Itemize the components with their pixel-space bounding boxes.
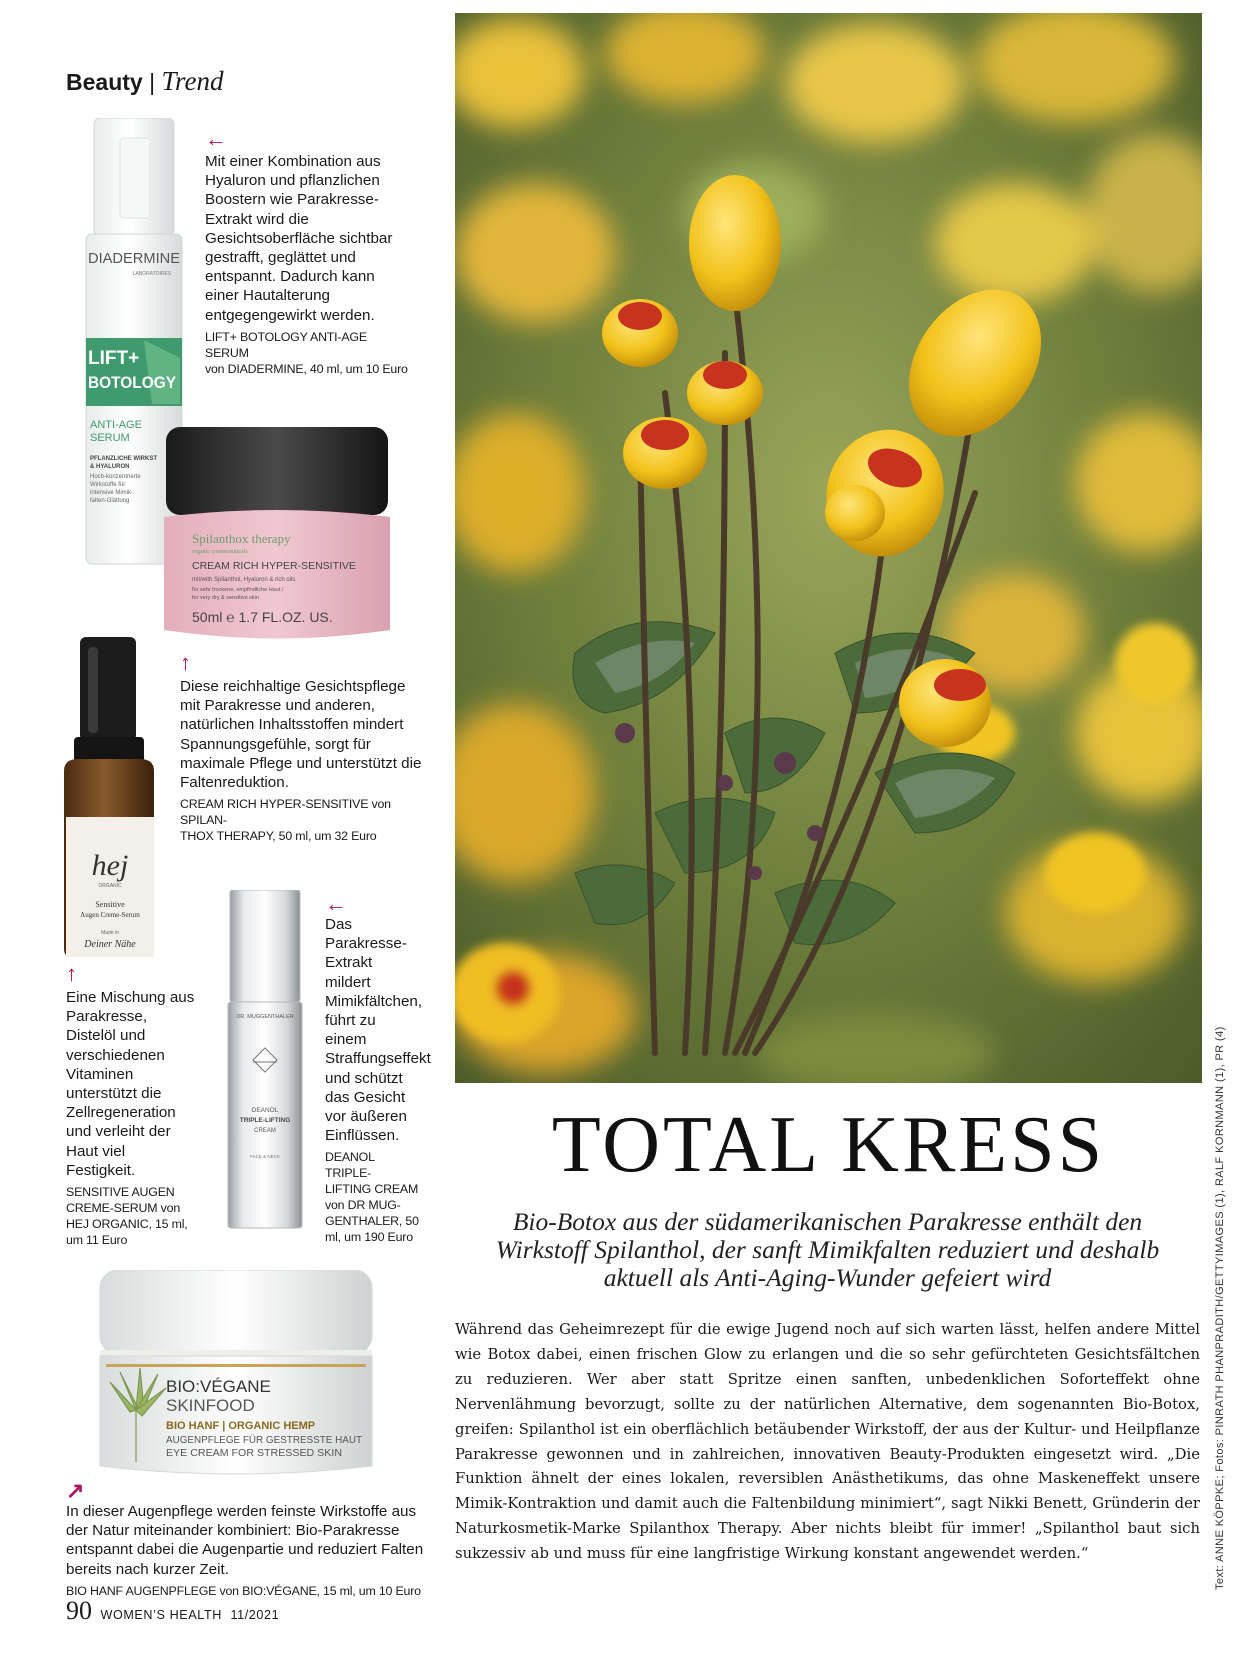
product-credit: [205, 329, 410, 377]
product-credit-line: THOX THERAPY, 50 ml, um 32 Euro: [180, 829, 377, 844]
diadermine-small2: & HYALURON: [90, 464, 130, 470]
diadermine-small3: Hoch-konzentrierte: [90, 474, 141, 480]
diadermine-small4: Wirkstoffe für: [90, 482, 126, 488]
section-label: Beauty: [66, 69, 143, 95]
article-body: Während das Geheimrezept für die ewige Jugend noch auf sich warten lässt, helfen andere Mittel wie Botox dabei, einen frischen Glow zu erlangen und die so sehr gefürchteten Gesichtsfältchen zu reduzieren. Wer aber statt Spritze einen sanften, unbedenklichen Soforteffekt ohne Nervenlähmung bevorzugt, sollte zu der natürlichen Alternative, dem sogenannten Bio-Botox, greifen: Spilanthol ist ein oberflächlich betäubender Wirkstoff, der aus der Kultur- und Heilpflanze Parakresse gewonnen und in zahlreichen, innovativen Beauty-Produkten eingesetzt wird. „Die Funktion ähnelt der eines lokalen, reversiblen Anästhetikums, das ohne Maskeneffekt unsere Mimik-Kontraktion und damit auch die Faltenbildung minimiert“, sagt Nikki Benett, Gründerin der Naturkosmetik-Marke Spilanthox Therapy. Aber nichts bleibt für immer! „Spilanthol baut sich sukzessiv ab und muss für eine langfristige Wirkung konstant angewendet werden.“: [455, 1321, 1200, 1563]
product-caption-diadermine: [205, 152, 410, 377]
diadermine-type2: SERUM: [90, 432, 130, 444]
arrow-diagonal-icon: ↗: [66, 1478, 85, 1503]
product-caption-biovegane: [66, 1502, 426, 1599]
product-description: Eine Mischung aus Parakresse, Distelöl und verschiedenen Vitaminen unterstützt die Zellregeneration und verleiht der Haut viel Festigkeit.: [66, 989, 195, 1179]
product-credit-line: von DR MUG-: [325, 1198, 401, 1213]
hej-organic-serum-image: [58, 637, 163, 959]
diadermine-small1: PFLANZLICHE WIRKST: [90, 456, 157, 462]
arrow-left-icon: ←: [205, 126, 227, 151]
muggenthaler-brand: DR. MUGGENTHALER: [236, 1014, 294, 1020]
product-credit: [325, 1149, 420, 1245]
spilanthox-brand-sub: organic cosmeceuticals: [192, 549, 248, 555]
product-credit-line: LIFT+ BOTOLOGY ANTI-AGE SERUM: [205, 329, 367, 360]
product-credit-line: ml, um 190 Euro: [325, 1230, 413, 1245]
section-separator: |: [149, 69, 156, 95]
product-credit-line: HEJ ORGANIC, 15 ml,: [66, 1217, 188, 1232]
hej-line3: Made in: [101, 930, 119, 936]
muggenthaler-line3: CREAM: [254, 1128, 276, 1134]
page-number: 90: [66, 1596, 92, 1625]
muggenthaler-line2: TRIPLE-LIFTING: [239, 1117, 291, 1124]
hej-line1: Sensitive: [95, 900, 125, 909]
spilanthox-volume: 50ml ℮ 1.7 FL.OZ. US.: [192, 609, 333, 625]
diadermine-small6: falten-Glättung: [90, 498, 130, 504]
diadermine-brand-sub: LABORATOIRES: [132, 271, 172, 277]
hej-line2: Augen Creme-Serum: [80, 911, 140, 919]
product-credit-line: LIFTING CREAM: [325, 1182, 419, 1197]
diadermine-brand-text: DIADERMINE: [88, 250, 180, 267]
spilanthox-sub1: mit/with Spilanthol, Hyaluron & rich oils: [192, 577, 296, 583]
product-credit-line: DEANOL TRIPLE-: [325, 1150, 375, 1181]
hej-brand: hej: [91, 849, 129, 882]
spilanthox-sub3: for very dry & sensitive skin: [192, 595, 259, 601]
subsection-label: Trend: [161, 66, 224, 96]
product-credit: [66, 1184, 196, 1248]
biovegane-line3: AUGENPFLEGE FÜR GESTRESSTE HAUT: [166, 1435, 365, 1446]
magazine-issue: 11/2021: [230, 1608, 280, 1622]
product-credit-line: GENTHALER, 50: [325, 1214, 419, 1229]
diadermine-type1: ANTI-AGE: [90, 419, 142, 431]
hej-brand-sub: ORGANIC: [98, 883, 122, 889]
article-headline: TOTAL KRESS: [551, 1101, 1106, 1189]
product-credit-line: CREME-SERUM von: [66, 1201, 181, 1216]
muggenthaler-cream-image: [226, 890, 304, 1230]
product-description: Diese reichhaltige Gesichtspflege mit Parakresse und anderen, natürlichen Inhaltsstoffen mindert Spannungsgefühle, sorgt für maximale Pflege und unterstützt die Faltenreduktion.: [180, 678, 422, 792]
spilanthox-sub2: für sehr trockene, empfindliche Haut /: [192, 587, 284, 593]
product-description: Das Parakresse-Extrakt mildert Mimikfältchen, führt zu einem Straffungseffekt und schützt das Gesicht vor äußeren Einflüssen.: [325, 916, 431, 1145]
page-footer: [66, 1596, 279, 1626]
product-credit-line: BIO HANF AUGENPFLEGE von BIO:VÉGANE, 15 ml, um 10 Euro: [66, 1583, 421, 1598]
muggenthaler-line4: FACE & NECK: [250, 1154, 280, 1159]
magazine-name: WOMEN’S HEALTH: [100, 1608, 222, 1622]
biovegane-line1: SKINFOOD: [166, 1396, 255, 1415]
hej-line4: Deiner Nähe: [84, 939, 136, 950]
product-credit-line: von DIADERMINE, 40 ml, um 10 Euro: [205, 361, 408, 376]
biovegane-line4: EYE CREAM FOR STRESSED SKIN: [166, 1448, 342, 1459]
parakresse-hero-photo: [455, 13, 1202, 1083]
product-caption-spilanthox: [180, 677, 425, 844]
product-credit-line: CREAM RICH HYPER-SENSITIVE von SPILAN-: [180, 797, 391, 828]
biovegane-eye-cream-image: [96, 1270, 376, 1482]
article-deck: Bio-Botox aus der südamerikanischen Parakresse enthält den Wirkstoff Spilanthol, der sanft Mimikfalten reduziert und deshalb aktuell als Anti-Aging-Wunder gefeiert wird: [495, 1207, 1160, 1292]
photo-credit: Text: ANNE KÖPPKE; Fotos: PINRATH PHANPRADITH/GETTYIMAGES (1), RALF KORNMANN (1), PR (4): [1214, 1026, 1226, 1590]
spilanthox-cream-jar-image: [162, 425, 392, 647]
product-credit: [180, 796, 425, 844]
product-description: In dieser Augenpflege werden feinste Wirkstoffe aus der Natur miteinander kombiniert: Bio-Parakresse entspannt dabei die Augenpartie und reduziert Falten bereits nach kurzer Zeit.: [66, 1503, 424, 1578]
arrow-up-icon: ↑: [66, 961, 77, 986]
muggenthaler-line1: DEANOL: [251, 1107, 279, 1114]
biovegane-line2: BIO HANF | ORGANIC HEMP: [166, 1420, 316, 1432]
biovegane-brand: BIO:VÉGANE: [166, 1377, 271, 1396]
product-caption-muggenthaler: [325, 915, 431, 1245]
product-description: Mit einer Kombination aus Hyaluron und pflanzlichen Boostern wie Parakresse-Extrakt wird die Gesichtsoberfläche sichtbar gestrafft, geglättet und entspannt. Dadurch kann einer Hautalterung entgegengewirkt werden.: [205, 153, 393, 324]
diadermine-line2: BOTOLOGY: [88, 373, 177, 392]
spilanthox-brand: Spilanthox therapy: [192, 531, 291, 546]
spilanthox-product-name: CREAM RICH HYPER-SENSITIVE: [192, 560, 356, 572]
diadermine-line1: LIFT+: [88, 348, 140, 369]
product-caption-hej: [66, 988, 196, 1248]
arrow-up-icon: ↑: [180, 650, 191, 675]
product-credit-line: um 11 Euro: [66, 1233, 128, 1248]
diadermine-small5: intensive Mimik-: [90, 490, 134, 496]
product-credit-line: SENSITIVE AUGEN: [66, 1185, 175, 1200]
section-header: [66, 66, 223, 97]
arrow-left-icon: ←: [325, 891, 347, 916]
